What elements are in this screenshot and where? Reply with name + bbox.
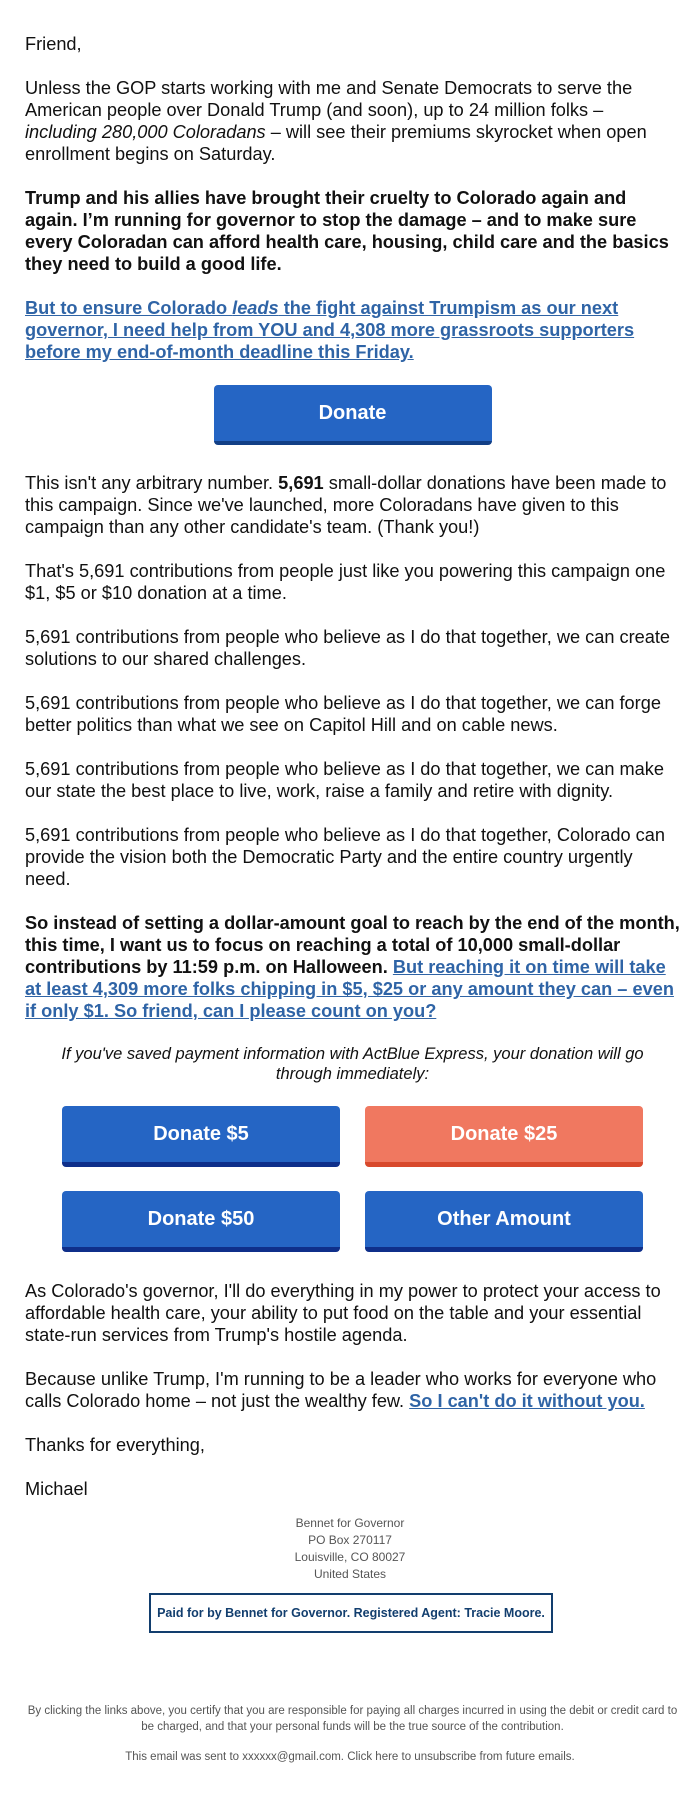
intro-text-b: – will see their premiums skyrocket when open enrollment begins on Saturday.	[25, 122, 647, 164]
number-bold: 5,691	[278, 473, 324, 493]
closing-line: Thanks for everything,	[25, 1435, 205, 1455]
footer-org: Bennet for Governor	[295, 1516, 405, 1530]
contributions-paragraph-3: 5,691 contributions from people who believe as I do that together, we can forge better politics than what we see on Capitol Hill and on cable news.	[25, 693, 661, 735]
footer-address	[0, 1515, 700, 1583]
number-text-a: This isn't any arbitrary number.	[25, 473, 279, 493]
deadline-link[interactable]	[25, 298, 634, 362]
deadline-link-italic: leads	[232, 298, 279, 318]
paid-for-box	[149, 1593, 553, 1633]
intro-paragraph	[25, 77, 680, 165]
donate-button[interactable]: Donate	[214, 385, 492, 445]
deadline-link-text-a: But to ensure Colorado	[25, 298, 233, 318]
legal-disclaimer: By clicking the links above, you certify that you are responsible for paying all charges incurred in using the debit or credit card to be charged, and that your personal funds will be the true source of the contribution.	[27, 1705, 678, 1733]
footer-country: United States	[313, 1567, 387, 1581]
donate-50-button[interactable]: Donate $50	[62, 1191, 340, 1252]
leader-text: Because unlike Trump, I'm running to be a leader who works for everyone who calls Colorado home – not just the wealthy few.	[25, 1369, 657, 1411]
governor-paragraph: As Colorado's governor, I'll do everything in my power to protect your access to affordable health care, your ability to put food on the table and your essential state-run services from Trump's hostile agenda.	[25, 1281, 661, 1345]
intro-italic: including 280,000 Coloradans	[25, 122, 266, 142]
contributions-paragraph-1: That's 5,691 contributions from people just like you powering this campaign one $1, $5 or $10 donation at a time.	[25, 561, 666, 603]
leader-link[interactable]: So I can't do it without you.	[409, 1391, 645, 1411]
cruelty-paragraph: Trump and his allies have brought their cruelty to Colorado again and again. I’m running for governor to stop the damage – and to make sure every Coloradan can afford health care, housing, child care and the basics they need to build a good life.	[25, 188, 669, 274]
express-note: If you've saved payment information with ActBlue Express, your donation will go through immediately:	[61, 1045, 644, 1083]
deadline-link-text-b: the fight against Trumpism as our next governor, I need help from YOU and 4,308 more grassroots supporters before my end-of-month deadline this Friday.	[25, 298, 635, 362]
signature: Michael	[25, 1479, 88, 1499]
amount-buttons-grid	[25, 1106, 680, 1252]
unsubscribe-line[interactable]: This email was sent to xxxxxx@gmail.com. Click here to unsubscribe from future emails.	[125, 1751, 575, 1763]
donate-button-row	[25, 385, 680, 445]
donate-5-button[interactable]: Donate $5	[62, 1106, 340, 1167]
email-body	[25, 33, 680, 1522]
number-paragraph	[25, 472, 680, 538]
goal-paragraph	[25, 912, 680, 1022]
footer-po-box: PO Box 270117	[308, 1533, 392, 1547]
greeting: Friend,	[25, 34, 82, 54]
donate-25-button[interactable]: Donate $25	[365, 1106, 643, 1167]
intro-text-a: Unless the GOP starts working with me and Senate Democrats to serve the American people over Donald Trump (and soon), up to 24 million folks –	[25, 78, 633, 120]
number-text-b: small-dollar donations have been made to this campaign. Since we've launched, more Coloradans have given to this campaign than any other candidate's team. (Thank you!)	[25, 473, 667, 537]
contributions-paragraph-2: 5,691 contributions from people who believe as I do that together, we can create solutions to our shared challenges.	[25, 627, 671, 669]
goal-bold: So instead of setting a dollar-amount goal to reach by the end of the month, this time, I want us to focus on reaching a total of 10,000 small-dollar contributions by 11:59 p.m. on Halloween.	[25, 913, 680, 977]
footer-city: Louisville, CO 80027	[294, 1550, 406, 1564]
leader-paragraph	[25, 1368, 680, 1412]
other-amount-button[interactable]: Other Amount	[365, 1191, 643, 1252]
paid-for-text: Paid for by Bennet for Governor. Registered Agent: Tracie Moore.	[157, 1606, 545, 1620]
contributions-paragraph-5: 5,691 contributions from people who believe as I do that together, Colorado can provide the vision both the Democratic Party and the entire country urgently need.	[25, 825, 666, 889]
contributions-paragraph-4: 5,691 contributions from people who believe as I do that together, we can make our state the best place to live, work, raise a family and retire with dignity.	[25, 759, 664, 801]
goal-link[interactable]: But reaching it on time will take at least 4,309 more folks chipping in $5, $25 or any amount they can – even if only $1. So friend, can I please count on you?	[25, 957, 674, 1021]
deadline-paragraph	[25, 297, 680, 363]
